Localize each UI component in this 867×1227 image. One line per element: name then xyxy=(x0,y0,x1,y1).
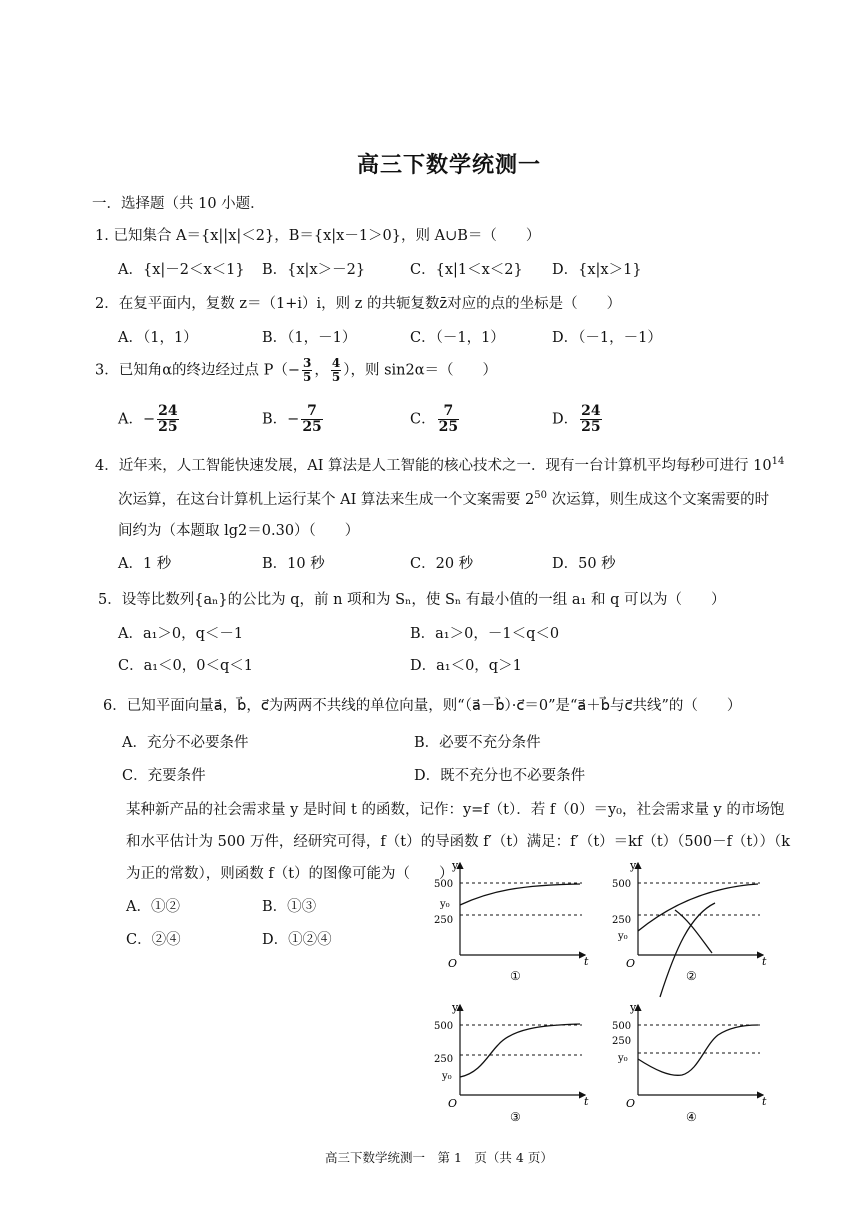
question-7-line-3: 为正的常数），则函数 f（t）的图像可能为（ ） xyxy=(126,866,454,882)
q7-option-c: C．②④ xyxy=(126,932,181,948)
exponent: 14 xyxy=(771,456,785,468)
q7-option-b: B．①③ xyxy=(262,899,317,915)
q3-stem-part: ），则 sin2α＝（ ） xyxy=(343,362,498,379)
q4-option-b: B．10 秒 xyxy=(262,556,325,572)
question-6-stem: 6．已知平面向量a⃗，b⃗，c⃗为两两不共线的单位向量，则“（a⃗－b⃗）·c⃗＝0”是“a⃗＋b⃗与c⃗共线”的（ ） xyxy=(103,698,742,714)
origin-label: O xyxy=(448,957,458,970)
fraction-denominator: 25 xyxy=(158,419,178,435)
fraction-numerator: 7 xyxy=(301,404,322,420)
fraction-denominator: 25 xyxy=(581,419,601,435)
question-7-line-1: 某种新产品的社会需求量 y 是时间 t 的函数，记作：y=f（t）．若 f（0）＝y₀，社会需求量 y 的市场饱 xyxy=(126,802,785,818)
axis-y-label: y xyxy=(452,1001,459,1014)
graph-3 xyxy=(434,1001,589,1124)
q2-option-a: A．（1，1） xyxy=(118,330,198,346)
q5-option-b: B．a₁＞0，－1＜q＜0 xyxy=(410,626,560,642)
origin-label: O xyxy=(448,1097,458,1110)
question-3-stem xyxy=(95,357,497,384)
curve xyxy=(460,884,580,905)
graph-2 xyxy=(612,859,767,997)
fraction-numerator: 4 xyxy=(331,356,341,370)
curve xyxy=(638,884,758,931)
fraction-numerator: 24 xyxy=(581,403,601,419)
axis-t-label: t xyxy=(584,955,589,968)
q5-option-a: A．a₁＞0，q＜－1 xyxy=(118,626,244,642)
tick-500: 500 xyxy=(612,879,632,890)
exponent: 50 xyxy=(534,490,547,502)
question-2-stem: 2．在复平面内，复数 z＝（1+i）i，则 z 的共轭复数z̄对应的点的坐标是（ ） xyxy=(95,296,622,312)
q6-option-c: C．充要条件 xyxy=(122,768,206,784)
tick-500: 500 xyxy=(612,1021,632,1032)
origin-label: O xyxy=(626,957,636,970)
q1-option-a: A．{x|－2＜x＜1} xyxy=(118,262,245,278)
question-4-line-3: 间约为（本题取 lg2＝0.30）（ ） xyxy=(118,523,360,539)
option-label: C． xyxy=(410,411,436,428)
tick-y0: y₀ xyxy=(442,1071,452,1082)
q6-option-d: D．既不充分也不必要条件 xyxy=(414,768,586,784)
q6-option-b: B．必要不充分条件 xyxy=(414,735,541,751)
question-4-line-2 xyxy=(118,488,769,509)
page-title: 高三下数学统测一 xyxy=(357,152,542,178)
q1-option-d: D．{x|x＞1} xyxy=(552,262,642,278)
fraction-denominator: 5 xyxy=(303,370,312,384)
q4-text: 次运算，在这台计算机上运行某个 AI 算法来生成一个文案需要 2 xyxy=(118,492,535,508)
q5-option-d: D．a₁＜0，q＞1 xyxy=(410,658,522,674)
graph-1 xyxy=(434,859,589,983)
question-7-line-2: 和水平估计为 500 万件，经研究可得，f（t）的导函数 f′（t）满足：f′（t）＝kf（t）（500－f（t））（k xyxy=(126,834,791,850)
curve-falling xyxy=(675,910,712,953)
fraction xyxy=(438,404,459,435)
axis-t-label: t xyxy=(762,1095,767,1108)
q2-option-b: B．（1，－1） xyxy=(262,330,357,346)
q7-option-d: D．①②④ xyxy=(262,932,332,948)
axis-t-label: t xyxy=(584,1095,589,1108)
tick-250: 250 xyxy=(434,915,454,926)
option-label: B．− xyxy=(262,411,300,428)
axis-y-label: y xyxy=(630,1001,637,1014)
option-label: A．− xyxy=(118,411,156,428)
fraction-numerator: 3 xyxy=(303,356,312,370)
question-4-line-1 xyxy=(95,454,784,475)
fraction xyxy=(331,357,341,384)
tick-250: 250 xyxy=(612,915,632,926)
q4-option-a: A．1 秒 xyxy=(118,556,172,572)
axis-t-label: t xyxy=(762,955,767,968)
graph-4 xyxy=(612,1001,767,1124)
axis-y-label: y xyxy=(630,859,637,872)
tick-500: 500 xyxy=(434,879,454,890)
origin-label: O xyxy=(626,1097,636,1110)
tick-y0: y₀ xyxy=(618,1053,628,1064)
fraction-denominator: 5 xyxy=(331,370,341,384)
function-graphs-figure xyxy=(420,855,780,1130)
q1-option-c: C．{x|1＜x＜2} xyxy=(410,262,523,278)
tick-y0: y₀ xyxy=(618,931,628,942)
caption-4: ④ xyxy=(686,1110,697,1124)
q3-option-d xyxy=(552,404,604,435)
page-footer: 高三下数学统测一 第 1 页（共 4 页） xyxy=(325,1150,553,1165)
caption-1: ① xyxy=(510,969,521,983)
q2-option-c: C．（－1，1） xyxy=(410,330,505,346)
option-label: D． xyxy=(552,411,579,428)
tick-250: 250 xyxy=(434,1054,454,1065)
caption-2: ② xyxy=(686,969,697,983)
fraction-denominator: 25 xyxy=(302,419,322,435)
q2-option-d: D．（－1，－1） xyxy=(552,330,662,346)
question-1-stem: 1. 已知集合 A＝{x||x|＜2}，B＝{x|x－1＞0}，则 A∪B＝（ ） xyxy=(95,228,541,244)
fraction xyxy=(580,404,601,435)
q7-option-a: A．①② xyxy=(126,899,180,915)
tick-250: 250 xyxy=(612,1036,632,1047)
axis-y-label: y xyxy=(452,859,459,872)
caption-3: ③ xyxy=(510,1110,521,1124)
q5-option-c: C．a₁＜0，0＜q＜1 xyxy=(118,658,254,674)
q4-text: 4．近年来，人工智能快速发展，AI 算法是人工智能的核心技术之一．现有一台计算机平均每秒可进行 10 xyxy=(95,458,772,474)
curve xyxy=(638,1025,758,1075)
q4-option-c: C．20 秒 xyxy=(410,556,474,572)
section-heading: 一．选择题（共 10 小题． xyxy=(92,196,265,212)
curve xyxy=(460,1024,580,1077)
question-5-stem: 5．设等比数列{aₙ}的公比为 q，前 n 项和为 Sₙ，使 Sₙ 有最小值的一组 a₁ 和 q 可以为（ ） xyxy=(98,592,726,608)
fraction-numerator: 24 xyxy=(158,403,178,419)
q1-option-b: B．{x|x＞－2} xyxy=(262,262,366,278)
fraction xyxy=(302,357,312,384)
tick-500: 500 xyxy=(434,1021,454,1032)
q3-option-a xyxy=(118,404,181,435)
q3-stem-part: ， xyxy=(314,362,329,379)
fraction-denominator: 25 xyxy=(438,419,459,435)
q4-option-d: D．50 秒 xyxy=(552,556,616,572)
fraction-numerator: 7 xyxy=(438,404,459,420)
q3-stem-part: 3．已知角α的终边经过点 P（− xyxy=(95,362,301,379)
tick-y0: y₀ xyxy=(440,899,450,910)
fraction xyxy=(157,404,178,435)
q3-option-b xyxy=(262,404,325,435)
q6-option-a: A．充分不必要条件 xyxy=(122,735,249,751)
fraction xyxy=(301,404,322,435)
q3-option-c xyxy=(410,404,461,435)
q4-text: 次运算，则生成这个文案需要的时 xyxy=(546,492,770,508)
